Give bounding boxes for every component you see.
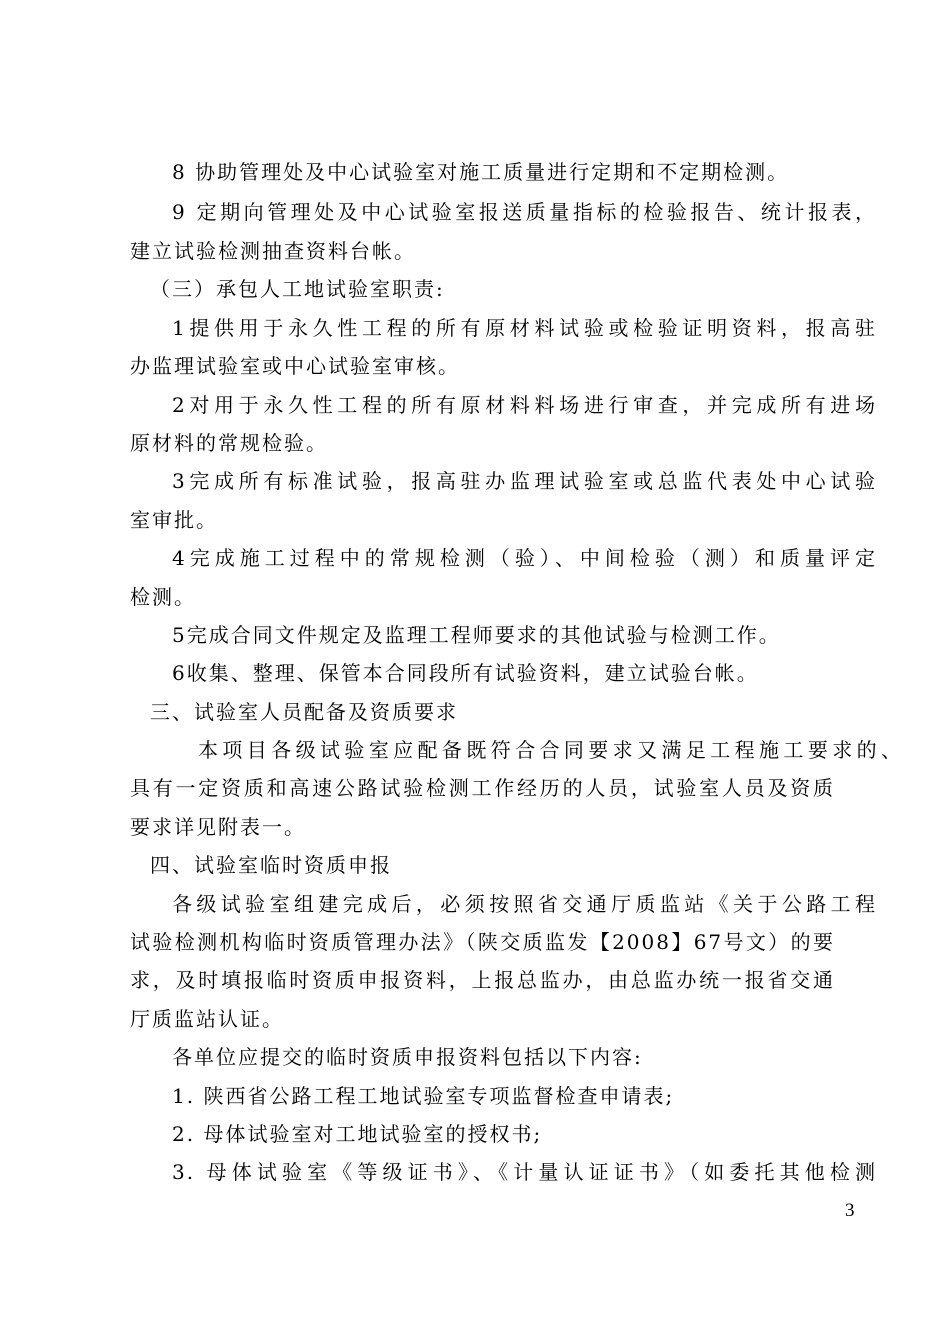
text-line: 4完成施工过程中的常规检测（验）、中间检验（测）和质量评定 <box>172 546 877 570</box>
text-line: 1提供用于永久性工程的所有原材料试验或检验证明资料，报高驻 <box>172 316 877 340</box>
list-item: 3. 母体试验室《等级证书》、《计量认证证书》（如委托其他检测 <box>172 1160 877 1184</box>
text-line: 9 定期向管理处及中心试验室报送质量指标的检验报告、统计报表， <box>172 200 877 224</box>
text-line: 3完成所有标准试验，报高驻办监理试验室或总监代表处中心试验 <box>172 469 877 493</box>
text-line: 8 协助管理处及中心试验室对施工质量进行定期和不定期检测。 <box>172 160 790 184</box>
section-heading: 三、试验室人员配备及资质要求 <box>150 700 458 724</box>
page-number: 3 <box>845 1200 855 1221</box>
section-heading: （三）承包人工地试验室职责: <box>150 277 445 301</box>
text-line: 试验检测机构临时资质管理办法》（陕交质监发【2008】67号文）的要 <box>130 930 835 954</box>
text-line: 原材料的常规检验。 <box>130 431 328 455</box>
list-item: 2. 母体试验室对工地试验室的授权书; <box>172 1122 543 1146</box>
list-item: 1. 陕西省公路工程工地试验室专项监督检查申请表; <box>172 1084 675 1108</box>
text-line: 检测。 <box>130 585 196 609</box>
section-heading: 四、试验室临时资质申报 <box>150 853 392 877</box>
text-line: 建立试验检测抽查资料台帐。 <box>130 239 416 263</box>
text-line: 6收集、整理、保管本合同段所有试验资料，建立试验台帐。 <box>172 661 759 685</box>
text-line: 具有一定资质和高速公路试验检测工作经历的人员，试验室人员及资质 <box>130 776 835 800</box>
text-line: 要求详见附表一。 <box>130 815 306 839</box>
text-line: 厅质监站认证。 <box>130 1007 284 1031</box>
text-line: 求，及时填报临时资质申报资料，上报总监办，由总监办统一报省交通 <box>130 968 835 992</box>
text-line: 5完成合同文件规定及监理工程师要求的其他试验与检测工作。 <box>172 623 781 647</box>
text-line: 各单位应提交的临时资质申报资料包括以下内容: <box>172 1045 643 1069</box>
text-line: 各级试验室组建完成后，必须按照省交通厅质监站《关于公路工程 <box>172 892 877 916</box>
text-line: 办监理试验室或中心试验室审核。 <box>130 354 460 378</box>
text-line: 本项目各级试验室应配备既符合合同要求又满足工程施工要求的、 <box>198 738 903 762</box>
text-line: 室审批。 <box>130 508 218 532</box>
text-line: 2对用于永久性工程的所有原材料料场进行审查，并完成所有进场 <box>172 393 877 417</box>
